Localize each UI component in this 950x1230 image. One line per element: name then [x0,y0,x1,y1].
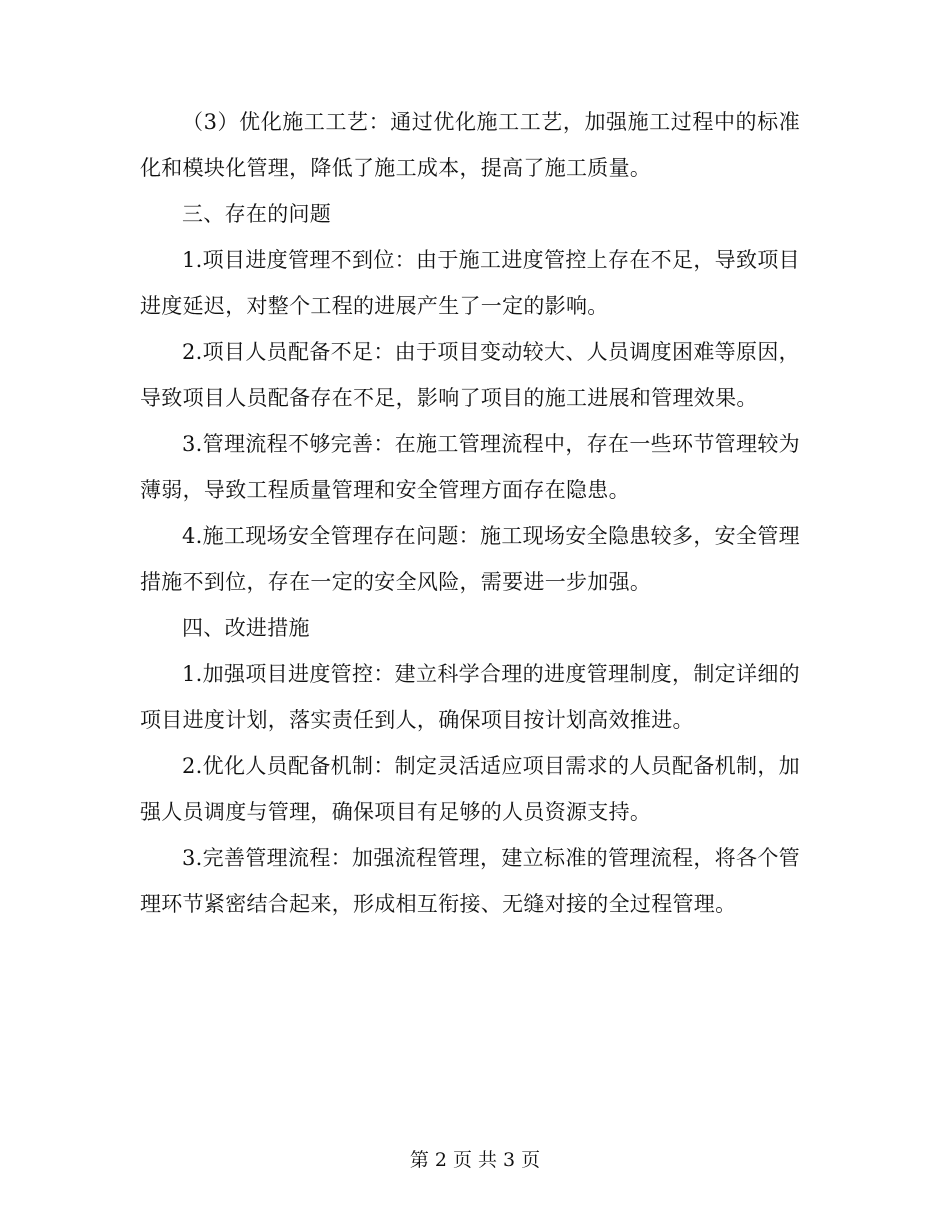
paragraph-problem-4: 4.施工现场安全管理存在问题：施工现场安全隐患较多，安全管理措施不到位，存在一定的安全风险，需要进一步加强。 [140,524,800,594]
paragraph-improvement-2: 2.优化人员配备机制：制定灵活适应项目需求的人员配备机制，加强人员调度与管理，确保项目有足够的人员资源支持。 [140,754,800,824]
paragraph-improvement-3: 3.完善管理流程：加强流程管理，建立标准的管理流程，将各个管理环节紧密结合起来，形成相互衔接、无缝对接的全过程管理。 [140,846,800,916]
section-heading-improvements: 四、改进措施 [182,616,310,640]
section-heading-problems: 三、存在的问题 [182,202,332,226]
paragraph-problem-3: 3.管理流程不够完善：在施工管理流程中，存在一些环节管理较为薄弱，导致工程质量管理和安全管理方面存在隐患。 [140,432,800,502]
document-body [140,99,800,927]
page-number-footer: 第 2 页 共 3 页 [409,1149,541,1171]
paragraph-problem-1: 1.项目进度管理不到位：由于施工进度管控上存在不足，导致项目进度延迟，对整个工程的进展产生了一定的影响。 [140,248,800,318]
paragraph-optimize-process: （3）优化施工工艺：通过优化施工工艺，加强施工过程中的标准化和模块化管理，降低了施工成本，提高了施工质量。 [140,110,800,180]
paragraph-improvement-1: 1.加强项目进度管控：建立科学合理的进度管理制度，制定详细的项目进度计划，落实责任到人，确保项目按计划高效推进。 [140,662,800,732]
paragraph-problem-2: 2.项目人员配备不足：由于项目变动较大、人员调度困难等原因，导致项目人员配备存在不足，影响了项目的施工进展和管理效果。 [140,340,800,410]
